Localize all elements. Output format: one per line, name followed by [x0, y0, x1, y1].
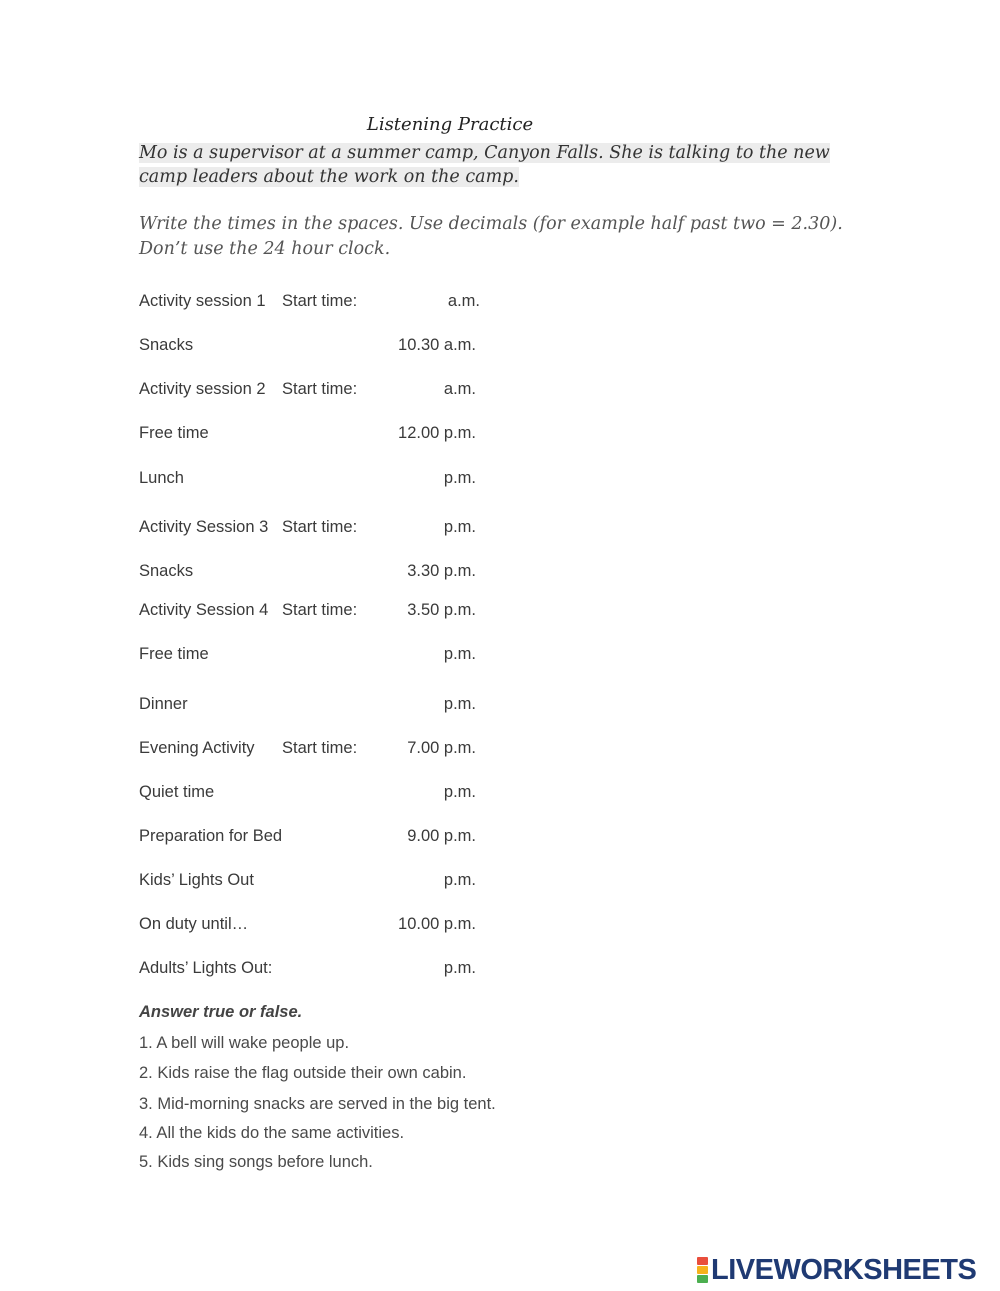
activity-name: Evening Activity [139, 739, 255, 757]
schedule-row [0, 518, 600, 542]
liveworksheets-logo[interactable] [697, 1254, 976, 1286]
activity-name: Activity Session 4 [139, 601, 269, 619]
activity-name: Snacks [139, 562, 194, 580]
schedule-row [0, 959, 600, 983]
schedule-row [0, 695, 600, 719]
time-value: 7.00 p.m. [407, 739, 476, 757]
start-time-label: Start time: [282, 601, 358, 619]
activity-name: Quiet time [139, 783, 215, 801]
schedule-row [0, 739, 600, 763]
worksheet-title: Listening Practice [366, 114, 534, 135]
activity-name: Dinner [139, 695, 188, 713]
start-time-label: Start time: [282, 292, 358, 310]
time-value: p.m. [443, 518, 476, 536]
start-time-label: Start time: [282, 739, 358, 757]
schedule-row [0, 601, 600, 625]
time-value: 10.00 p.m. [398, 915, 476, 933]
schedule-row [0, 871, 600, 895]
schedule-row [0, 292, 600, 316]
activity-name: Preparation for Bed [139, 827, 283, 845]
true-false-question: 4. All the kids do the same activities. [139, 1124, 405, 1142]
time-value: 10.30 a.m. [398, 336, 476, 354]
time-value: p.m. [443, 959, 476, 977]
activity-name: Activity session 1 [139, 292, 266, 310]
time-value: p.m. [443, 871, 476, 889]
time-value: p.m. [443, 469, 476, 487]
activity-name: Snacks [139, 336, 194, 354]
activity-name: Activity session 2 [139, 380, 266, 398]
schedule-row [0, 645, 600, 669]
time-value: p.m. [443, 783, 476, 801]
true-false-question: 1. A bell will wake people up. [139, 1034, 350, 1052]
start-time-label: Start time: [282, 380, 358, 398]
schedule-row [0, 827, 600, 851]
activity-name: Free time [139, 645, 209, 663]
time-value: p.m. [443, 695, 476, 713]
logo-mark-icon [697, 1257, 708, 1283]
logo-tile [697, 1257, 708, 1265]
activity-name: Activity Session 3 [139, 518, 269, 536]
activity-name: Free time [139, 424, 209, 442]
time-value: 3.50 p.m. [407, 601, 476, 619]
activity-name: On duty until… [139, 915, 249, 933]
true-false-heading: Answer true or false. [139, 1003, 303, 1021]
true-false-question: 5. Kids sing songs before lunch. [139, 1153, 373, 1171]
time-value: 12.00 p.m. [398, 424, 476, 442]
activity-name: Lunch [139, 469, 184, 487]
schedule-row [0, 380, 600, 404]
schedule-row [0, 562, 600, 586]
schedule-row [0, 915, 600, 939]
activity-name: Kids’ Lights Out [139, 871, 254, 889]
true-false-question: 2. Kids raise the flag outside their own cabin. [139, 1064, 467, 1082]
intro-highlight: Mo is a supervisor at a summer camp, Canyon Falls. She is talking to the new camp leaders about the work on the camp. [139, 143, 830, 187]
schedule-row [0, 424, 600, 448]
schedule-row [0, 469, 600, 493]
schedule-row [0, 336, 600, 360]
true-false-question: 3. Mid-morning snacks are served in the big tent. [139, 1095, 496, 1113]
time-value: a.m. [447, 292, 480, 310]
schedule-row [0, 783, 600, 807]
logo-text: LIVEWORKSHEETS [711, 1253, 977, 1286]
time-value: 3.30 p.m. [407, 562, 476, 580]
instructions-text: Write the times in the spaces. Use decimals (for example half past two = 2.30). Don’t use the 24 hour clock. [139, 214, 843, 259]
intro-text [139, 141, 859, 189]
time-value: p.m. [443, 645, 476, 663]
start-time-label: Start time: [282, 518, 358, 536]
logo-tile [697, 1266, 708, 1274]
logo-tile [697, 1275, 708, 1283]
time-value: a.m. [443, 380, 476, 398]
activity-name: Adults’ Lights Out: [139, 959, 273, 977]
time-value: 9.00 p.m. [407, 827, 476, 845]
